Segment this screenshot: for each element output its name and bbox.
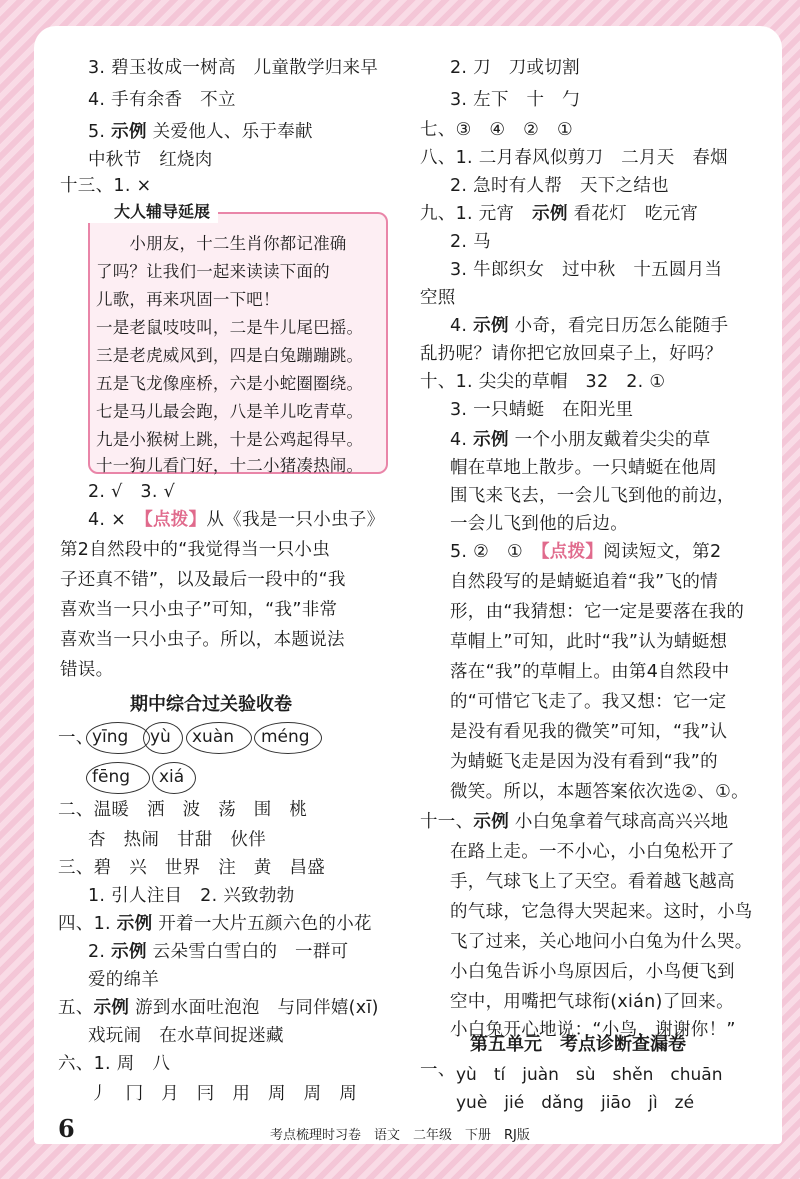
footer-text: 考点梳理时习卷 语文 二年级 下册 RJ版 — [270, 1128, 530, 1143]
answer-line: 七、③ ④ ② ① — [420, 120, 573, 140]
answer-line: 落在“我”的草帽上。由第4自然段中 — [450, 662, 730, 682]
answer-line: 4. × 【点拨】从《我是一只小虫子》 — [88, 510, 385, 530]
tip-box-line: 一是老鼠吱吱叫，二是牛儿尾巴摇。 — [96, 318, 364, 337]
answer-line: 子还真不错”，以及最后一段中的“我 — [60, 570, 346, 590]
answer-line: 三、碧 兴 世界 注 黄 昌盛 — [58, 858, 325, 878]
answer-line: 2. 马 — [450, 232, 491, 252]
answer-line: 空中，用嘴把气球衔(xián)了回来。 — [450, 992, 734, 1012]
answer-line: 1. 引人注目 2. 兴致勃勃 — [88, 886, 295, 906]
answer-line: 2. 刀 刀或切割 — [450, 58, 580, 78]
answer-line: 戏玩闹 在水草间捉迷藏 — [88, 1026, 284, 1046]
tip-box-line: 小朋友，十二生肖你都记准确 — [96, 234, 347, 253]
answer-line: 小白兔告诉小鸟原因后，小鸟便飞到 — [450, 962, 735, 982]
answer-line: 5. 示例 关爱他人、乐于奉献 — [88, 122, 313, 142]
answer-line: 草帽上”可知，此时“我”认为蜻蜓想 — [450, 632, 728, 652]
tip-box-line: 九是小猴树上跳，十是公鸡起得早。 — [96, 430, 364, 449]
answer-line: 一会儿飞到他的后边。 — [450, 514, 628, 534]
answer-line: 一、 — [58, 728, 94, 748]
answer-line: 的“可惜它飞走了。我又想：它一定 — [450, 692, 727, 712]
answer-line: 九、1. 元宵 示例 看花灯 吃元宵 — [420, 204, 699, 224]
answer-line: 围飞来飞去，一会儿飞到他的前边， — [450, 486, 735, 506]
answer-line: 空照 — [420, 288, 456, 308]
answer-line: 十三、1. × — [60, 176, 152, 196]
tip-box-line: 七是马儿最会跑，八是羊儿吃青草。 — [96, 402, 364, 421]
answer-line: 错误。 — [60, 660, 114, 680]
page-number: 6 — [58, 1114, 75, 1143]
answer-line: 是没有看见我的微笑”可知，“我”认 — [450, 722, 728, 742]
pinyin: fēng — [92, 767, 131, 787]
answer-line: 喜欢当一只小虫子。所以，本题说法 — [60, 630, 345, 650]
answer-line: 中秋节 红烧肉 — [88, 150, 213, 170]
answer-line: 3. 牛郎织女 过中秋 十五圆月当 — [450, 260, 723, 280]
answer-line: 六、1. 周 八 — [58, 1054, 171, 1074]
answer-line: 自然段写的是蜻蜓追着“我”飞的情 — [450, 572, 718, 592]
answer-line: 的气球，它急得大哭起来。这时，小鸟 — [450, 902, 753, 922]
answer-line: 形，由“我猜想：它一定是要落在我的 — [450, 602, 745, 622]
tip-box-line: 五是飞龙像座桥，六是小蛇圈圈绕。 — [96, 374, 364, 393]
section-title: 第五单元 考点诊断查漏卷 — [470, 1034, 686, 1055]
answer-line: 2. 示例 云朵雪白雪白的 一群可 — [88, 942, 349, 962]
answer-line: 十、1. 尖尖的草帽 32 2. ① — [420, 372, 666, 392]
answer-line: 手，气球飞上了天空。看着越飞越高 — [450, 872, 735, 892]
pinyin: xiá — [159, 767, 185, 787]
answer-line: 为蜻蜓飞走是因为没有看到“我”的 — [450, 752, 718, 772]
answer-line: 乱扔呢？请你把它放回桌子上，好吗？ — [420, 344, 723, 364]
answer-line: 3. 一只蜻蜓 在阳光里 — [450, 400, 634, 420]
answer-line: 小白兔开心地说：“小鸟，谢谢你！” — [450, 1020, 736, 1040]
answer-line: 四、1. 示例 开着一大片五颜六色的小花 — [58, 914, 372, 934]
pinyin: méng — [261, 727, 310, 747]
tip-box-line: 三是老虎威风到，四是白兔蹦蹦跳。 — [96, 346, 364, 365]
pinyin: yù — [150, 727, 171, 747]
tip-box-line: 了吗？让我们一起来读读下面的 — [96, 262, 330, 281]
answer-line: 二、温暖 洒 波 荡 围 桃 — [58, 800, 308, 820]
answer-line: 微笑。所以，本题答案依次选②、①。 — [450, 782, 749, 802]
answer-line: 2. 急时有人帮 天下之结也 — [450, 176, 669, 196]
answer-line: 4. 示例 小奇，看完日历怎么能随手 — [450, 316, 729, 336]
pinyin: yīng — [92, 727, 129, 747]
answer-line: 4. 手有余香 不立 — [88, 90, 236, 110]
answer-line: 飞了过来，关心地问小白兔为什么哭。 — [450, 932, 753, 952]
pinyin-line: yuè jié dǎng jiāo jì zé — [456, 1093, 695, 1113]
answer-line: 帽在草地上散步。一只蜻蜓在他周 — [450, 458, 717, 478]
section-title: 期中综合过关验收卷 — [130, 694, 292, 715]
answer-line: 5. ② ① 【点拨】阅读短文，第2 — [450, 542, 722, 562]
answer-line: 爱的绵羊 — [88, 970, 160, 990]
tip-box-line: 儿歌，再来巩固一下吧！ — [96, 290, 280, 309]
answer-line: 2. √ 3. √ — [88, 482, 176, 502]
pinyin: xuàn — [192, 727, 235, 747]
tip-box-line: 十一狗儿看门好，十二小猪凑热闹。 — [96, 456, 364, 475]
pinyin-line: yù tí juàn sù shěn chuān — [456, 1065, 723, 1085]
answer-line: 杏 热闹 甘甜 伙伴 — [88, 830, 266, 850]
answer-line: 五、示例 游到水面吐泡泡 与同伴嬉(xī) — [58, 998, 379, 1018]
answer-line: 十一、示例 小白兔拿着气球高高兴兴地 — [420, 812, 729, 832]
answer-line: 八、1. 二月春风似剪刀 二月天 春烟 — [420, 148, 728, 168]
answer-line: 一、 — [420, 1060, 456, 1080]
answer-line: 3. 左下 十 勹 — [450, 90, 580, 110]
answer-line: 4. 示例 一个小朋友戴着尖尖的草 — [450, 430, 711, 450]
answer-line: 3. 碧玉妆成一树高 儿童散学归来早 — [88, 58, 379, 78]
answer-line: 在路上走。一不小心，小白兔松开了 — [450, 842, 735, 862]
answer-line: 丿 冂 月 冃 用 周 周 周 — [90, 1084, 357, 1104]
answer-line: 喜欢当一只小虫子”可知，“我”非常 — [60, 600, 338, 620]
answer-line: 第2自然段中的“我觉得当一只小虫 — [60, 540, 330, 560]
tip-box-title: 大人辅导延展 — [84, 201, 218, 223]
